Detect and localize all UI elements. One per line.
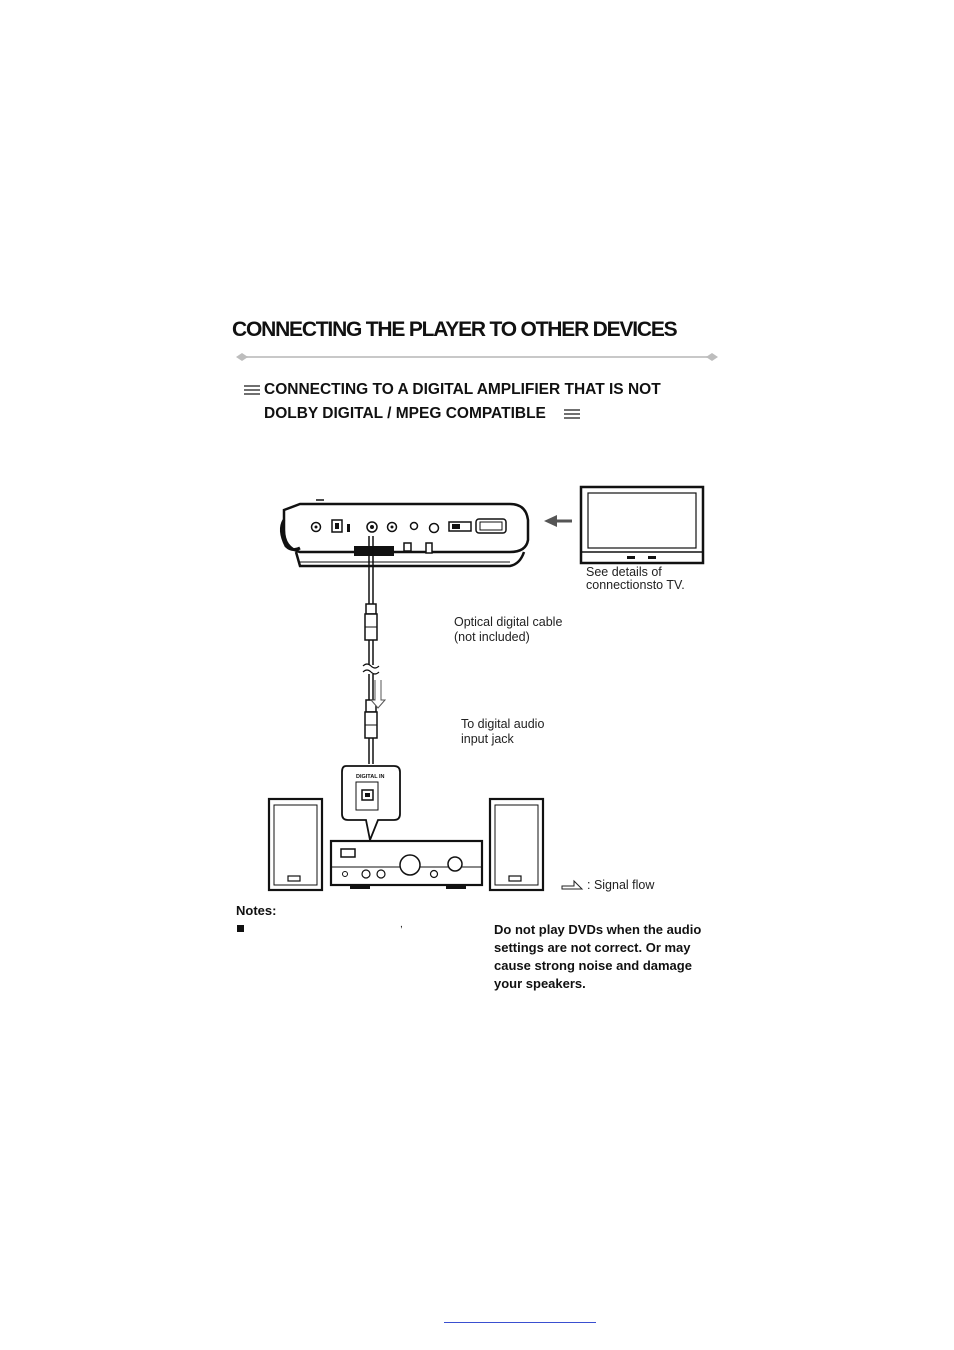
tv-note-line1: See details of [586,565,662,579]
footer-link[interactable] [444,1322,596,1323]
notes-heading: Notes: [236,903,277,918]
warning-line2: settings are not correct. Or may [494,940,691,955]
bullet-icon [237,925,244,932]
title-divider [236,353,718,361]
warning-line4: your speakers. [494,976,586,991]
warning-line3: cause strong noise and damage [494,958,692,973]
optical-cable [363,536,379,764]
section-title-line2: DOLBY DIGITAL / MPEG COMPATIBLE [264,405,546,422]
cable-label-line2: (not included) [454,630,530,644]
signal-flow-legend: : Signal flow [587,878,655,892]
section-title-line1: CONNECTING TO A DIGITAL AMPLIFIER THAT IS NOT [264,381,661,398]
amplifier [331,841,482,889]
notes-comma: , [400,919,403,930]
input-label-line2: input jack [461,732,514,746]
dvd-player [281,500,528,566]
warning-text [494,921,744,993]
triple-line-icon [244,386,260,394]
tv-note-line2: connectionsto TV. [586,578,685,592]
triple-line-icon [564,410,580,418]
arrow-left-icon [544,515,572,527]
input-label-line1: To digital audio [461,717,545,731]
warning-line1: Do not play DVDs when the audio [494,922,702,937]
tv [581,487,703,563]
digital-in-label: DIGITAL IN [356,774,385,780]
left-speaker [269,799,322,890]
cable-label-line1: Optical digital cable [454,615,563,629]
signal-flow-arrow-icon [562,881,582,889]
right-speaker [490,799,543,890]
page-title: CONNECTING THE PLAYER TO OTHER DEVICES [232,318,677,341]
